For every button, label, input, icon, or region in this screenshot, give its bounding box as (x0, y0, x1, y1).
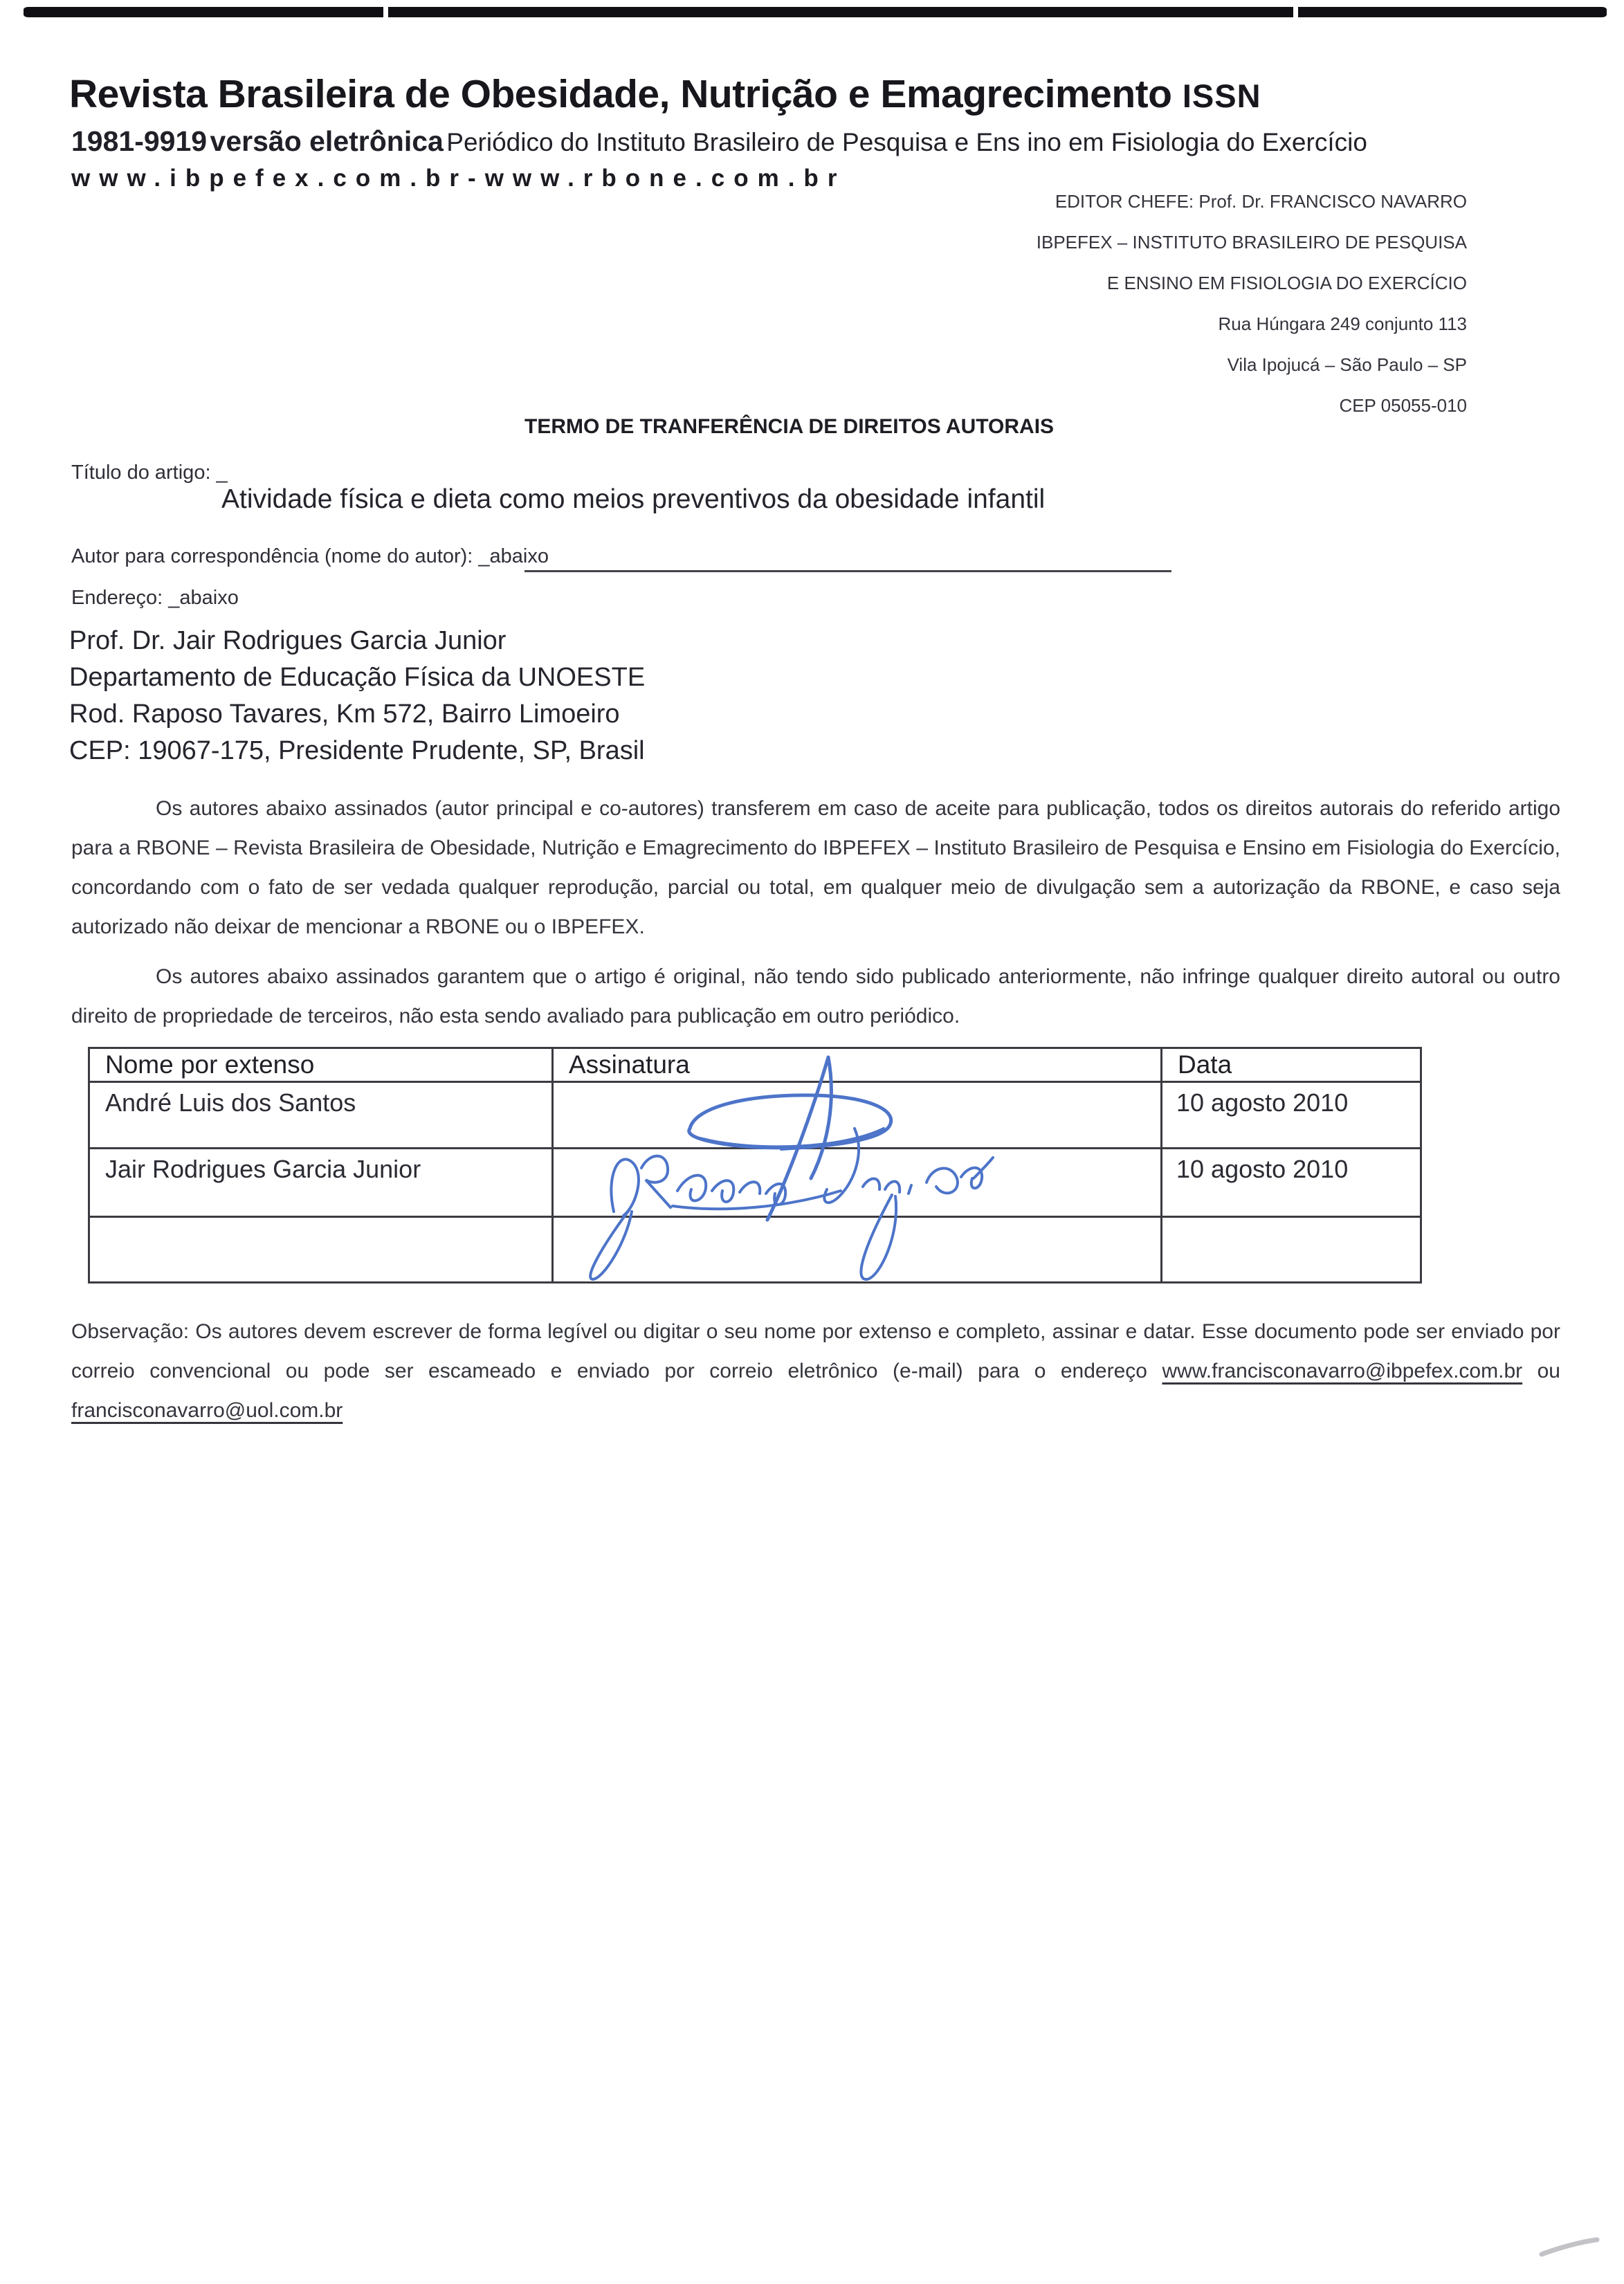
institute-line-2: E ENSINO EM FISIOLOGIA DO EXERCÍCIO (1106, 273, 1467, 293)
connector-text: ou (1522, 1360, 1560, 1382)
author-name-cell: Jair Rodrigues Garcia Junior (89, 1149, 553, 1217)
issn-number: 1981-9919 (71, 125, 208, 157)
date-cell: 10 agosto 2010 (1162, 1082, 1421, 1149)
correspondence-address-block (69, 623, 645, 769)
observation-note (71, 1312, 1560, 1430)
signature-table (88, 1047, 1422, 1283)
correspondence-author-label: Autor para correspondência (nome do autor): _abaixo (71, 545, 549, 567)
signature-cell (553, 1149, 1162, 1217)
cep-line: CEP 05055-010 (1339, 395, 1467, 416)
email-uol: francisconavarro@uol.com.br (71, 1399, 343, 1422)
address-line-cep: CEP: 19067-175, Presidente Prudente, SP, Brasil (69, 736, 645, 765)
article-title-label: Título do artigo: _ (71, 462, 228, 484)
institute-line-1: IBPEFEX – INSTITUTO BRASILEIRO DE PESQUISA (1036, 232, 1467, 253)
form-heading: TERMO DE TRANFERÊNCIA DE DIREITOS AUTORAIS (524, 415, 1055, 438)
address-line-street: Rod. Raposo Tavares, Km 572, Bairro Limoeiro (69, 700, 620, 729)
terms-paragraph-2: Os autores abaixo assinados garantem que o artigo é original, não tendo sido publicado anteriormente, não infringe qualquer direito autoral ou outro direito de propriedade de terceiros, não esta sendo avaliado para publicação em outro periódico. (71, 965, 1560, 1027)
table-header-row (89, 1048, 1421, 1082)
journal-title (69, 71, 1261, 117)
scan-artifact-top-bar (24, 7, 1607, 17)
journal-title-text: Revista Brasileira de Obesidade, Nutrição e Emagrecimento (69, 72, 1172, 116)
publisher-info (1037, 181, 1467, 426)
journal-subtitle: Periódico do Instituto Brasileiro de Pesquisa e Ens ino em Fisiologia do Exercício (446, 128, 1367, 156)
date-cell: 10 agosto 2010 (1162, 1149, 1421, 1217)
table-row (89, 1082, 1421, 1149)
address-label: Endereço: _abaixo (71, 587, 239, 609)
scan-artifact-notch (1293, 7, 1298, 17)
scan-artifact-corner-mark (1522, 2221, 1612, 2269)
table-row (89, 1217, 1421, 1283)
journal-subtitle-line (71, 125, 1367, 158)
address-line-department: Departamento de Educação Física da UNOESTE (69, 663, 646, 692)
signature-cell (553, 1217, 1162, 1283)
editor-chief-line: EDITOR CHEFE: Prof. Dr. FRANCISCO NAVARRO (1055, 191, 1467, 212)
date-cell (1162, 1217, 1421, 1283)
column-header-name: Nome por extenso (89, 1048, 553, 1082)
column-header-signature: Assinatura (553, 1048, 1162, 1082)
journal-websites: www.ibpefex.com.br-www.rbone.com.br (71, 165, 846, 192)
correspondence-author-blank-line (524, 570, 1171, 572)
terms-paragraph-1: Os autores abaixo assinados (autor principal e co-autores) transferem em caso de aceite para publicação, todos os direitos autorais do referido artigo para a RBONE – Revista Brasileira de Obesidade, Nutrição e Emagrecimento do IBPEFEX – Instituto Brasileiro de Pesquisa e Ensino em Fisiologia do Exercício, concordando com o fato de ser vedada qualquer reprodução, parcial ou total, em qualquer meio de divulgação sem a autorização da RBONE, e caso seja autorizado não deixar de mencionar a RBONE ou o IBPEFEX. (71, 797, 1560, 938)
table-row (89, 1149, 1421, 1217)
author-name-cell: André Luis dos Santos (89, 1082, 553, 1149)
article-title-value: Atividade física e dieta como meios preventivos da obesidade infantil (221, 484, 1046, 514)
column-header-date: Data (1162, 1048, 1421, 1082)
observation-text: Observação: Os autores devem escrever de forma legível ou digitar o seu nome por extenso e completo, assinar e datar. Esse documento pode ser enviado por correio convencional ou pode ser escameado e enviado por correio eletrônico (e-mail) para o endereço (71, 1320, 1560, 1382)
scan-artifact-notch (383, 7, 388, 17)
street-address-line: Rua Húngara 249 conjunto 113 (1218, 313, 1467, 334)
email-ibpefex: www.francisconavarro@ibpefex.com.br (1162, 1360, 1523, 1382)
address-line-name: Prof. Dr. Jair Rodrigues Garcia Junior (69, 626, 507, 655)
edition-label: versão eletrônica (210, 125, 444, 157)
city-line: Vila Ipojucá – São Paulo – SP (1227, 354, 1467, 375)
signature-cell (553, 1082, 1162, 1149)
author-name-cell (89, 1217, 553, 1283)
issn-label: ISSN (1182, 77, 1261, 114)
